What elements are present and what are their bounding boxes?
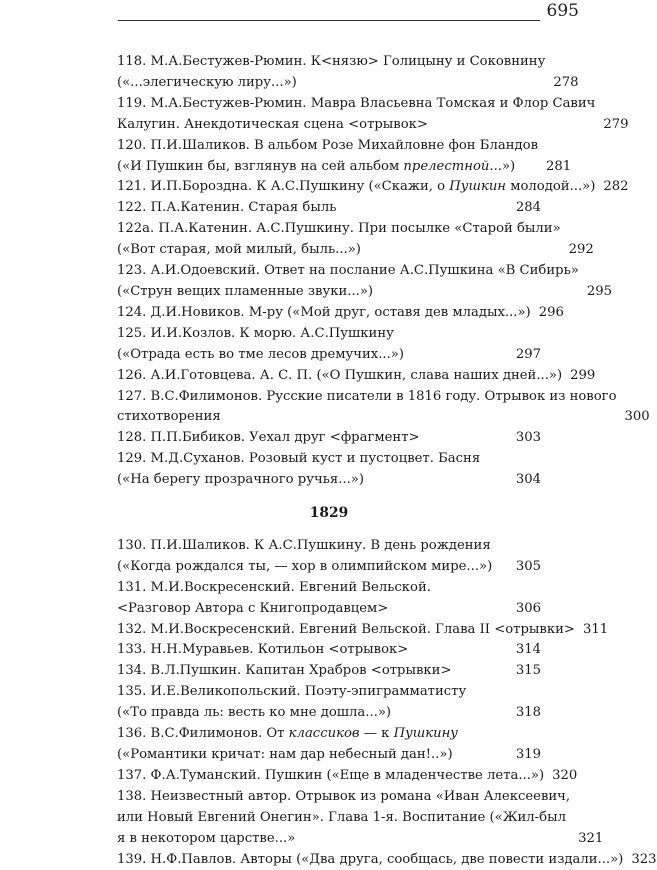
entry-page-number: 318 xyxy=(515,705,541,721)
toc-entry xyxy=(117,198,541,219)
entry-page-number: 284 xyxy=(515,200,541,216)
page-number: 695 xyxy=(546,1,579,21)
entry-line: («На берегу прозрачного ручья...») xyxy=(117,472,364,488)
toc-entry xyxy=(117,620,609,641)
entry-title xyxy=(117,620,583,641)
entry-title xyxy=(117,578,505,620)
entry-title xyxy=(117,52,553,94)
entry-title xyxy=(117,136,546,178)
toc-entry xyxy=(117,261,612,303)
entry-title xyxy=(117,766,552,787)
entry-page-number: 305 xyxy=(515,558,541,574)
entry-line: 122а. П.А.Катенин. А.С.Пушкину. При посылке «Старой были» xyxy=(117,221,561,237)
entry-line: 136. В.С.Филимонов. От классиков — к Пушкину xyxy=(117,726,458,742)
toc-entry xyxy=(117,136,572,178)
entry-line: 120. П.И.Шаликов. В альбом Розе Михайловне фон Бландов xyxy=(117,137,538,153)
toc-entry xyxy=(117,366,596,387)
entry-page-number: 306 xyxy=(515,600,541,616)
entry-line: 131. М.И.Воскресенский. Евгений Вельской. xyxy=(117,579,431,595)
entry-line: («И Пушкин бы, взглянув на сей альбом прелестной...») xyxy=(117,158,516,174)
section-year-heading: 1829 xyxy=(309,505,349,522)
entry-title xyxy=(117,366,570,387)
entry-page-number: 303 xyxy=(515,430,541,446)
entry-title xyxy=(117,261,587,303)
entry-line: 132. М.И.Воскресенский. Евгений Вельской. Глава II <отрывки> xyxy=(117,621,575,637)
entry-line: Калугин. Анекдотическая сцена <отрывок> xyxy=(117,116,428,132)
entry-line: я в некотором царстве...» xyxy=(117,830,296,846)
toc-entry xyxy=(117,578,541,620)
entry-line: <Разговор Автора с Книгопродавцем> xyxy=(117,600,389,616)
toc-entry xyxy=(117,94,629,136)
entry-page-number: 296 xyxy=(538,304,564,320)
toc-entry xyxy=(117,324,541,366)
entry-line: 118. М.А.Бестужев-Рюмин. К<нязю> Голицыну и Соковнину xyxy=(117,54,546,69)
toc-entry xyxy=(117,536,541,578)
entry-title xyxy=(117,387,625,429)
entry-line: 123. А.И.Одоевский. Ответ на послание А.С.Пушкина «В Сибирь» xyxy=(117,263,579,279)
toc-entry xyxy=(117,303,564,324)
entry-page-number: 319 xyxy=(515,747,541,762)
entry-line: 126. А.И.Готовцева. А. С. П. («О Пушкин, слава наших дней...») xyxy=(117,367,563,383)
entry-page-number: 297 xyxy=(515,346,541,362)
entry-line: 129. М.Д.Суханов. Розовый куст и пустоцвет. Басня xyxy=(117,451,481,467)
entry-line: 137. Ф.А.Туманский. Пушкин («Еще в младенчестве лета...») xyxy=(117,767,545,783)
entry-title xyxy=(117,536,505,578)
entry-line: или Новый Евгений Онегин». Глава 1-я. Воспитание («Жил-был xyxy=(117,809,566,825)
entry-title xyxy=(117,303,539,324)
entry-title xyxy=(117,449,505,491)
entry-line: («Романтики кричат: нам дар небесный дан!..») xyxy=(117,747,453,762)
entry-page-number: 278 xyxy=(553,74,579,90)
entry-title xyxy=(117,324,505,366)
entry-page-number: 299 xyxy=(570,367,596,383)
entry-line: 128. П.П.Бибиков. Уехал друг <фрагмент> xyxy=(117,430,420,446)
toc-entry xyxy=(117,682,541,724)
entry-page-number: 314 xyxy=(515,642,541,658)
entry-line: 124. Д.И.Новиков. М-ру («Мой друг, оставя дев младых...») xyxy=(117,304,531,320)
entry-line: 135. И.Е.Великопольский. Поэту-эпиграмматисту xyxy=(117,684,467,700)
table-of-contents xyxy=(117,52,657,870)
entry-line: («...элегическую лиру...») xyxy=(117,74,297,90)
entry-line: («Отрада есть во тме лесов дремучих...») xyxy=(117,346,405,362)
toc-entry xyxy=(117,428,541,449)
entry-page-number: 321 xyxy=(578,830,604,846)
entry-page-number: 320 xyxy=(552,767,578,783)
entry-page-number: 292 xyxy=(568,242,594,258)
entry-title xyxy=(117,661,505,682)
entry-line: 127. В.С.Филимонов. Русские писатели в 1816 году. Отрывок из нового xyxy=(117,388,617,404)
toc-entry xyxy=(117,449,541,491)
entry-page-number: 311 xyxy=(582,621,609,637)
entry-page-number: 295 xyxy=(586,283,612,299)
entry-title xyxy=(117,428,505,449)
toc-entry xyxy=(117,724,541,766)
toc-entry xyxy=(117,52,579,94)
toc-entry xyxy=(117,219,594,261)
entry-line: 121. И.П.Бороздна. К А.С.Пушкину («Скажи, о Пушкин молодой...») xyxy=(117,179,596,195)
entry-page-number: 323 xyxy=(631,851,657,867)
entry-title xyxy=(117,177,603,198)
entry-line: 130. П.И.Шаликов. К А.С.Пушкину. В день рождения xyxy=(117,537,491,553)
entry-page-number: 304 xyxy=(515,472,541,488)
header-rule xyxy=(118,20,540,21)
entry-line: («Вот старая, мой милый, быль...») xyxy=(117,242,361,258)
entry-line: 122. П.А.Катенин. Старая быль xyxy=(117,200,337,216)
entry-line: 139. Н.Ф.Павлов. Авторы («Два друга, сообщась, две повести издали...») xyxy=(117,851,624,867)
entry-line: («Струн вещих пламенные звуки...») xyxy=(117,283,374,299)
entry-title xyxy=(117,724,505,766)
toc-entry xyxy=(117,766,578,787)
entry-line: стихотворения xyxy=(117,409,221,425)
toc-entry xyxy=(117,640,541,661)
entry-line: («То правда ль: весть ко мне дошла...») xyxy=(117,705,392,721)
entry-title xyxy=(117,787,578,850)
entry-line: 125. И.И.Козлов. К морю. А.С.Пушкину xyxy=(117,325,394,341)
entry-title xyxy=(117,682,505,724)
entry-line: 138. Неизвестный автор. Отрывок из романа «Иван Алексеевич, xyxy=(117,788,571,804)
entry-page-number: 300 xyxy=(624,409,650,425)
entry-page-number: 281 xyxy=(546,158,572,174)
entry-page-number: 279 xyxy=(603,116,629,132)
toc-entry xyxy=(117,850,657,870)
entry-title xyxy=(117,640,505,661)
entry-line: 134. В.Л.Пушкин. Капитан Храбров <отрывки> xyxy=(117,663,452,679)
toc-entry xyxy=(117,661,541,682)
toc-entry xyxy=(117,177,629,198)
entry-title xyxy=(117,219,569,261)
toc-entry xyxy=(117,787,604,850)
entry-title xyxy=(117,198,505,219)
entry-title xyxy=(117,94,603,136)
entry-page-number: 282 xyxy=(603,179,629,195)
entry-line: («Когда рождался ты, — хор в олимпийском мире...») xyxy=(117,558,493,574)
entry-line: 119. М.А.Бестужев-Рюмин. Мавра Власьевна Томская и Флор Савич xyxy=(117,95,596,111)
entry-page-number: 315 xyxy=(515,663,541,679)
toc-entry xyxy=(117,387,650,429)
entry-line: 133. Н.Н.Муравьев. Котильон <отрывок> xyxy=(117,642,409,658)
entry-title xyxy=(117,850,631,870)
